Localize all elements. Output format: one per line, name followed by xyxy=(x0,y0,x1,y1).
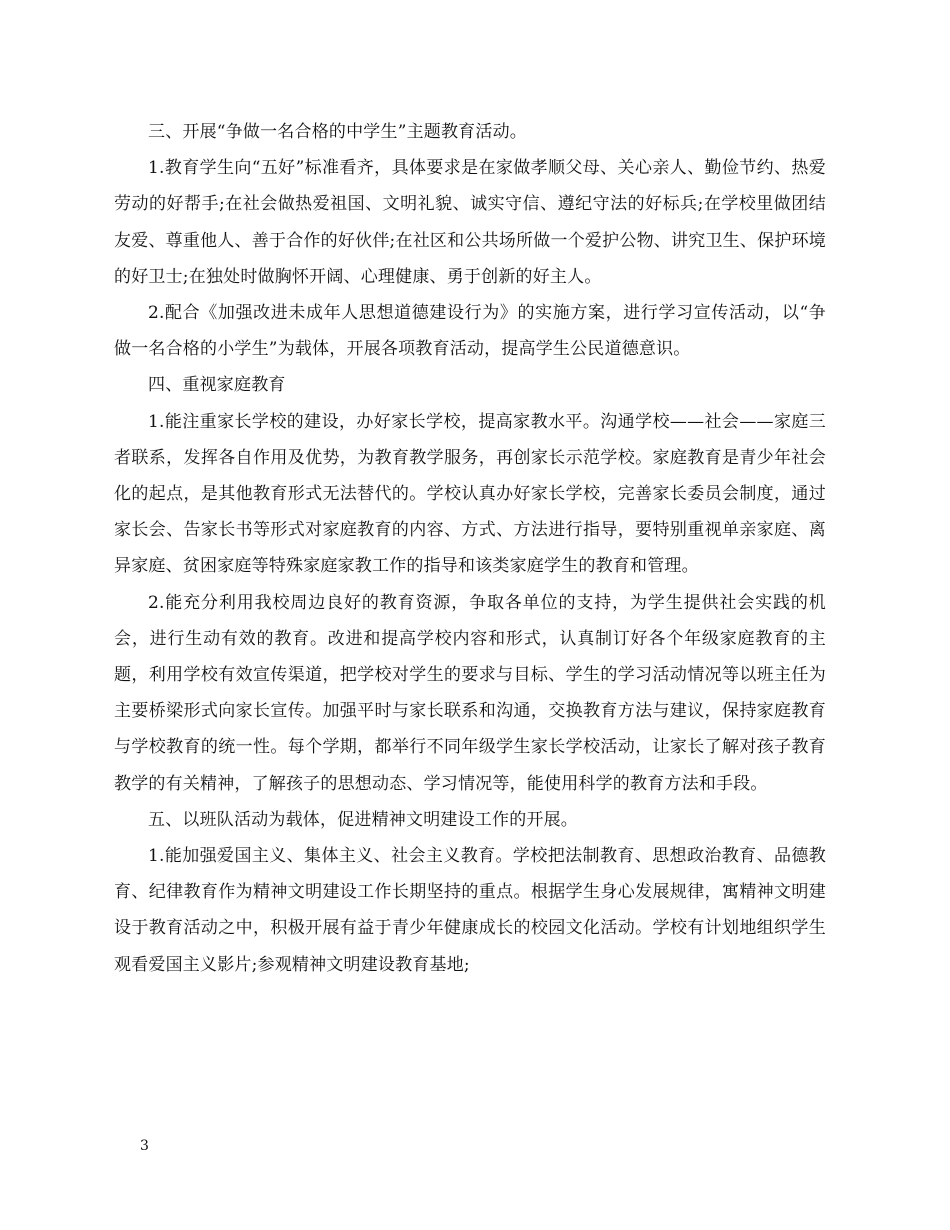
paragraph-education-resources: 2.能充分利用我校周边良好的教育资源，争取各单位的支持，为学生提供社会实践的机会，进行生动有效的教育。改进和提高学校内容和形式，认真制订好各个年级家庭教育的主题，利用学校有效宣传渠道，把学校对学生的要求与目标、学生的学习活动情况等以班主任为主要桥梁形式向家长宣传。加强平时与家长联系和沟通，交换教育方法与建议，保持家庭教育与学校教育的统一性。每个学期，都举行不同年级学生家长学校活动，让家长了解对孩子教育教学的有关精神，了解孩子的思想动态、学习情况等，能使用科学的教育方法和手段。 xyxy=(114,592,826,794)
paragraph-five-good-standards: 1.教育学生向“五好”标准看齐，具体要求是在家做孝顺父母、关心亲人、勤俭节约、热爱劳动的好帮手;在社会做热爱祖国、文明礼貌、诚实守信、遵纪守法的好标兵;在学校里做团结友爱、尊重他人、善于合作的好伙伴;在社区和公共场所做一个爱护公物、讲究卫生、保护环境的好卫士;在独处时做胸怀开阔、心理健康、勇于创新的好主人。 xyxy=(114,158,826,287)
section-heading-three: 三、开展“争做一名合格的中学生”主题教育活动。 xyxy=(148,122,527,142)
paragraph-patriotism-education: 1.能加强爱国主义、集体主义、社会主义教育。学校把法制教育、思想政治教育、品德教育、纪律教育作为精神文明建设工作长期坚持的重点。根据学生身心发展规律，寓精神文明建设于教育活动之中，积极开展有益于青少年健康成长的校园文化活动。学校有计划地组织学生观看爱国主义影片;参观精神文明建设教育基地; xyxy=(114,846,826,975)
section-heading-five: 五、以班队活动为载体，促进精神文明建设工作的开展。 xyxy=(148,809,578,830)
paragraph-parent-school: 1.能注重家长学校的建设，办好家长学校，提高家教水平。沟通学校——社会——家庭三者联系，发挥各自作用及优势，为教育教学服务，再创家长示范学校。家庭教育是青少年社会化的起点，是其他教育形式无法替代的。学校认真办好家长学校，完善家长委员会制度，通过家长会、告家长书等形式对家庭教育的内容、方式、方法进行指导，要特别重视单亲家庭、离异家庭、贫困家庭等特殊家庭家教工作的指导和该类家庭学生的教育和管理。 xyxy=(114,411,826,577)
paragraph-implementation-plan: 2.配合《加强改进未成年人思想道德建设行为》的实施方案，进行学习宣传活动，以“争做一名合格的小学生”为载体，开展各项教育活动，提高学生公民道德意识。 xyxy=(114,303,826,360)
page-number: 3 xyxy=(140,1138,149,1154)
section-heading-four: 四、重视家庭教育 xyxy=(148,375,286,396)
document-body xyxy=(114,114,826,983)
